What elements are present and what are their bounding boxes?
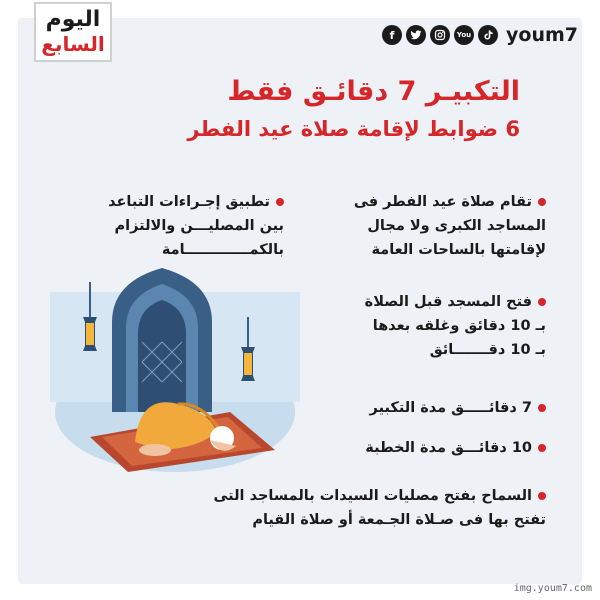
tiktok-icon[interactable] bbox=[478, 25, 498, 45]
facebook-icon[interactable]: f bbox=[382, 25, 402, 45]
instagram-icon[interactable] bbox=[430, 25, 450, 45]
youm7-handle[interactable]: youm7 bbox=[506, 24, 578, 46]
youm7-logo[interactable] bbox=[34, 2, 112, 62]
logo-line-2: السابع bbox=[41, 32, 105, 56]
bullet-distancing bbox=[54, 190, 284, 262]
bullet-dot-icon bbox=[538, 444, 546, 452]
bullet-text: تقام صلاة عيد الفطر فى bbox=[353, 194, 532, 210]
bullet-khutba bbox=[286, 436, 546, 460]
mihrab-inner bbox=[138, 300, 186, 412]
bullet-text: السماح بفتح مصليات السيدات بالمساجد التى bbox=[213, 488, 532, 504]
bullet-dot-icon bbox=[538, 492, 546, 500]
bullet-text: 7 دقائـــــق مدة التكبير bbox=[369, 400, 532, 416]
bullet-text: بـ 10 دقـــــــائق bbox=[429, 342, 546, 358]
bullet-mosques bbox=[286, 190, 546, 262]
bullet-text: المساجد الكبرى ولا مجال bbox=[367, 218, 546, 234]
bullet-text: بين المصليـــن والالتزام bbox=[114, 218, 284, 234]
bullet-opening-time bbox=[286, 290, 546, 362]
bullet-text: بالكمـــــــــــــامة bbox=[161, 242, 284, 258]
bullet-text: لإقامتها بالساحات العامة bbox=[371, 242, 546, 258]
bullet-text: تطبيق إجـراءات التباعد bbox=[108, 194, 270, 210]
headline: التكبيـر 7 دقائـق فقط bbox=[227, 76, 520, 107]
man-feet bbox=[139, 444, 171, 456]
bullet-dot-icon bbox=[538, 198, 546, 206]
bullet-dot-icon bbox=[276, 198, 284, 206]
bullet-women-prayer bbox=[86, 484, 546, 532]
praying-man-illustration bbox=[50, 262, 300, 482]
bullet-text: تفتح بها فى صـلاة الجـمعة أو صلاة القيام bbox=[252, 512, 546, 528]
subheadline: 6 ضوابط لإقامة صلاة عيد الفطر bbox=[187, 117, 520, 141]
header bbox=[0, 0, 600, 64]
watermark: img.youm7.com bbox=[513, 583, 592, 594]
bullet-takbeer bbox=[286, 396, 546, 420]
logo-line-1: اليوم bbox=[45, 7, 101, 32]
bullet-dot-icon bbox=[538, 298, 546, 306]
social-links bbox=[382, 22, 578, 48]
youtube-icon[interactable]: You bbox=[454, 25, 474, 45]
bullet-text: بـ 10 دقائق وغلقه بعدها bbox=[372, 318, 546, 334]
bullet-dot-icon bbox=[538, 404, 546, 412]
bullet-text: 10 دقائـــق مدة الخطبة bbox=[365, 440, 532, 456]
twitter-icon[interactable] bbox=[406, 25, 426, 45]
bullet-text: فتح المسجد قبل الصلاة bbox=[364, 294, 532, 310]
